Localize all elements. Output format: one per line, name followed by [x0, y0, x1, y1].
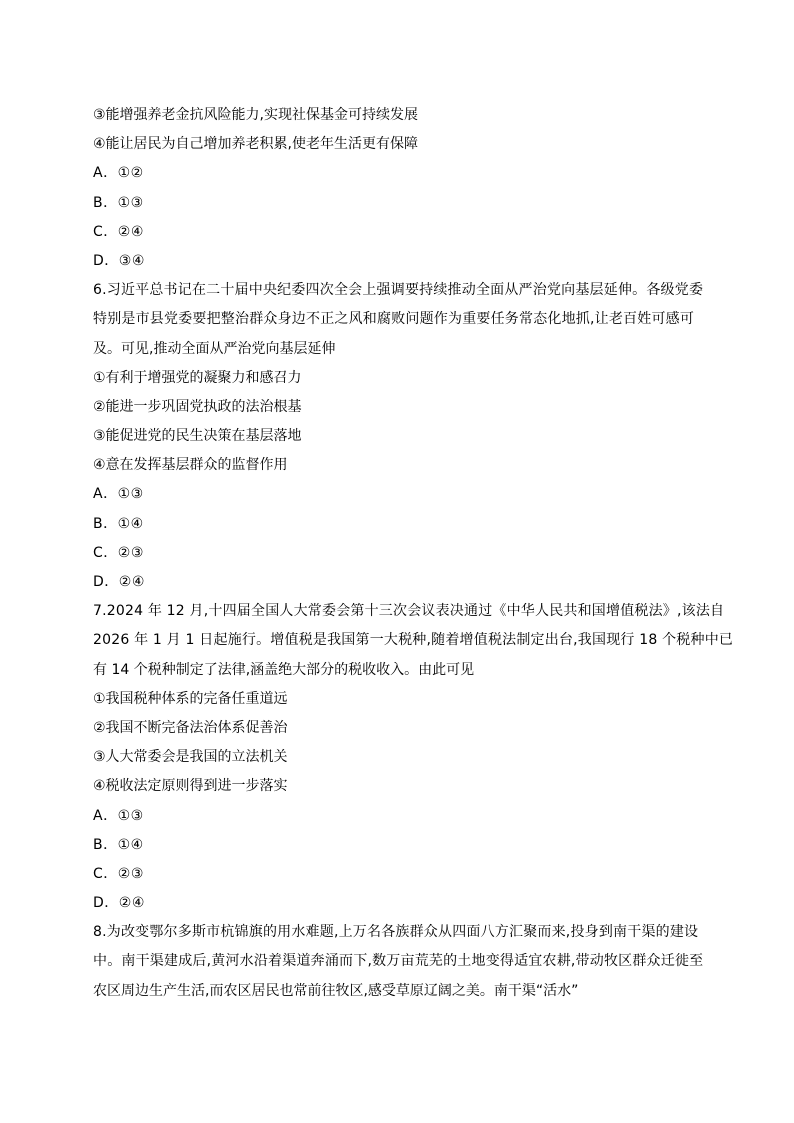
q6-item-4: ④意在发挥基层群众的监督作用: [93, 457, 288, 474]
q6-option-a: A．①③: [93, 486, 144, 503]
q7-item-1: ①我国税种体系的完备任重道远: [93, 690, 288, 707]
q6-item-2: ②能进一步巩固党执政的法治根基: [93, 398, 302, 415]
q6-stem-line-2: 特别是市县党委要把整治群众身边不正之风和腐败问题作为重要任务常态化地抓,让老百姓可感可: [93, 311, 695, 328]
q7-option-c: C．②③: [93, 865, 144, 882]
q5-item-4: ④能让居民为自己增加养老积累,使老年生活更有保障: [93, 136, 418, 153]
q5-option-d: D．③④: [93, 252, 145, 269]
q8-stem-line-2: 中。南干渠建成后,黄河水沿着渠道奔涌而下,数万亩荒芜的土地变得适宜农耕,带动牧区群众迁徙至: [93, 953, 704, 970]
q6-option-d: D．②④: [93, 574, 145, 590]
q7-item-2: ②我国不断完备法治体系促善治: [93, 719, 288, 736]
q8-stem-line-1: 8.为改变鄂尔多斯市杭锦旗的用水难题,上万名各族群众从四面八方汇聚而来,投身到南干渠的建设: [93, 924, 699, 941]
q6-item-1: ①有利于增强党的凝聚力和感召力: [93, 369, 302, 386]
q6-stem-line-3: 及。可见,推动全面从严治党向基层延伸: [93, 340, 336, 357]
q8-stem-line-3: 农区周边生产生活,而农区居民也常前往牧区,感受草原辽阔之美。南干渠“活水”: [93, 982, 579, 999]
q7-option-b: B．①④: [93, 836, 144, 853]
q6-item-3: ③能促进党的民生决策在基层落地: [93, 428, 302, 445]
document-page: [93, 101, 734, 1006]
q6-option-c: C．②③: [93, 544, 144, 561]
q6-stem-line-1: 6.习近平总书记在二十届中央纪委四次全会上强调要持续推动全面从严治党向基层延伸。各级党委: [93, 282, 704, 299]
q7-stem-line-1: 7.2024 年 12 月,十四届全国人大常委会第十三次会议表决通过《中华人民共和国增值税法》,该法自: [93, 603, 725, 620]
question-5-tail: [93, 101, 705, 276]
q5-option-b: B．①③: [93, 194, 144, 211]
q5-option-a: A．①②: [93, 165, 144, 182]
q6-option-b: B．①④: [93, 515, 144, 532]
q7-stem-line-3: 有 14 个税种制定了法律,涵盖绝大部分的税收收入。由此可见: [93, 661, 475, 678]
q7-item-3: ③人大常委会是我国的立法机关: [93, 749, 288, 766]
question-8: [93, 918, 705, 1006]
q5-option-c: C．②④: [93, 223, 144, 240]
q7-option-a: A．①③: [93, 807, 144, 824]
q5-item-3: ③能增强养老金抗风险能力,实现社保基金可持续发展: [93, 107, 418, 123]
q7-item-4: ④税收法定原则得到进一步落实: [93, 778, 288, 795]
question-6: [93, 276, 705, 597]
question-7: [93, 597, 734, 918]
q7-option-d: D．②④: [93, 895, 145, 912]
q7-stem-line-2: 2026 年 1 月 1 日起施行。增值税是我国第一大税种,随着增值税法制定出台,我国现行 18 个税种中已: [93, 632, 734, 649]
